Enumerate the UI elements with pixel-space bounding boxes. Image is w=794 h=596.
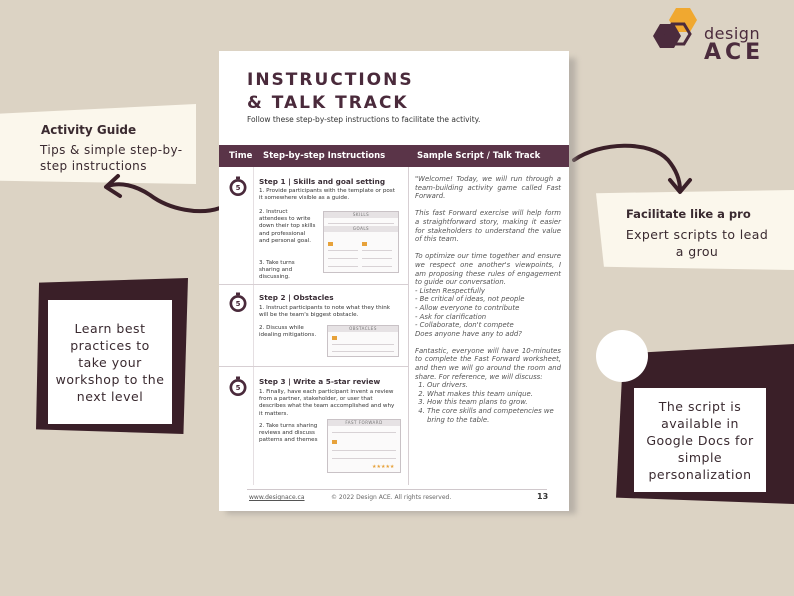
fast-forward-card-label: FAST FORWARD xyxy=(328,420,400,426)
script-rule: - Be critical of ideas, not people xyxy=(415,295,525,304)
script-paragraph-1: "Welcome! Today, we will run through a team-building activity game called Fast Forward. xyxy=(415,175,561,201)
design-ace-logo xyxy=(646,6,766,66)
script-discussion-list xyxy=(427,381,561,424)
footer-copyright: © 2022 Design ACE. All rights reserved. xyxy=(331,494,452,501)
script-column-divider xyxy=(408,167,409,485)
left-curved-arrow-icon xyxy=(108,184,220,211)
document-footer xyxy=(247,489,547,505)
script-paragraph-4: Fantastic, everyone will have 10-minutes to complete the Fast Forward worksheet, and then we will go around the room and share. For reference, we will discuss: xyxy=(415,346,561,381)
step-2-item-1: 1. Instruct participants to note what they think will be the team's biggest obstacle. xyxy=(259,305,391,319)
learn-callout-text: Learn best practices to take your workshop to the next level xyxy=(48,300,172,424)
step-2-item-2: 2. Discuss while idealing mitigations. xyxy=(259,325,317,339)
svg-text:5: 5 xyxy=(235,184,241,193)
document-intro: Follow these step-by-step instructions to facilitate the activity. xyxy=(247,115,481,124)
page-number: 13 xyxy=(537,492,549,501)
script-list-item: 4. The core skills and competencies we bring to the table. xyxy=(427,407,561,424)
script-paragraph-3: To optimize our time together and ensure we respect one another's viewpoints, I am proposing these rules of engagement to guide our conversation. xyxy=(415,252,561,287)
hexagon-logo-icon xyxy=(646,6,706,62)
header-steps: Step-by-step Instructions xyxy=(263,151,386,161)
header-script: Sample Script / Talk Track xyxy=(417,151,541,161)
stopwatch-icon xyxy=(227,175,249,197)
script-rule: - Collaborate, don't compete xyxy=(415,321,514,330)
obstacles-card-thumbnail xyxy=(327,325,399,357)
script-list-item: 2. What makes this team unique. xyxy=(427,390,561,399)
script-rule: - Listen Respectfully xyxy=(415,286,485,295)
skills-card-label: SKILLS xyxy=(324,212,398,218)
talk-track-script xyxy=(415,175,561,424)
step-1-title: Step 1 | Skills and goal setting xyxy=(259,177,386,186)
fast-forward-card-thumbnail xyxy=(327,419,401,473)
activity-guide-title: Activity Guide xyxy=(41,123,137,137)
step-1-row xyxy=(219,167,408,285)
title-line-1: INSTRUCTIONS xyxy=(247,70,414,90)
footer-url-link[interactable]: www.designace.ca xyxy=(249,494,305,501)
script-callout-text: The script is available in Google Docs for simple personalization xyxy=(634,388,766,492)
facilitate-title: Facilitate like a pro xyxy=(626,207,751,221)
activity-guide-text: Tips & simple step-by-step instructions xyxy=(40,143,183,173)
logo-design-text: design xyxy=(704,24,761,43)
skills-goals-card-thumbnail xyxy=(323,211,399,273)
document-title xyxy=(247,69,414,115)
step-3-item-1: 1. Finally, have each participant invent a review from a partner, stakeholder, or user that describes what the team accomplished and why it matters. xyxy=(259,389,395,417)
step-2-title: Step 2 | Obstacles xyxy=(259,293,334,302)
script-question: Does anyone have any to add? xyxy=(415,329,522,338)
facilitate-text: Expert scripts to lead a grou xyxy=(625,227,769,259)
step-1-item-3: 3. Take turns sharing and discussing. xyxy=(259,260,295,281)
stopwatch-icon xyxy=(227,375,249,397)
logo-ace-text: ACE xyxy=(704,40,765,65)
step-2-row xyxy=(219,285,408,367)
step-3-item-2: 2. Take turns sharing reviews and discuss patterns and themes xyxy=(259,423,318,444)
script-rule: - Allow everyone to contribute xyxy=(415,303,520,312)
svg-text:5: 5 xyxy=(235,384,241,393)
header-time: Time xyxy=(229,151,253,161)
step-3-row xyxy=(219,367,408,485)
script-rule: - Ask for clarification xyxy=(415,312,487,321)
table-header xyxy=(219,145,569,167)
obstacles-card-label: OBSTACLES xyxy=(328,326,398,332)
step-3-title: Step 3 | Write a 5-star review xyxy=(259,377,381,386)
document-page xyxy=(219,51,569,511)
five-star-icon: ★★★★★ xyxy=(372,464,395,470)
script-list-item: 3. How this team plans to grow. xyxy=(427,398,561,407)
title-line-2: & TALK TRACK xyxy=(247,93,409,113)
step-1-item-2: 2. Instruct attendees to write down their top skills and professional and personal goal. xyxy=(259,209,316,244)
step-1-item-1: 1. Provide participants with the template or post it somewhere visible as a guide. xyxy=(259,188,395,202)
svg-text:5: 5 xyxy=(235,300,241,309)
circle-decoration xyxy=(596,330,648,382)
right-curved-arrow-icon xyxy=(574,146,680,190)
script-list-item: 1. Our drivers. xyxy=(427,381,561,390)
stopwatch-icon xyxy=(227,291,249,313)
goals-card-label: GOALS xyxy=(324,226,398,232)
script-paragraph-2: This fast Forward exercise will help form a straightforward story, making it easier for stakeholders to understand the value of this team. xyxy=(415,209,561,244)
